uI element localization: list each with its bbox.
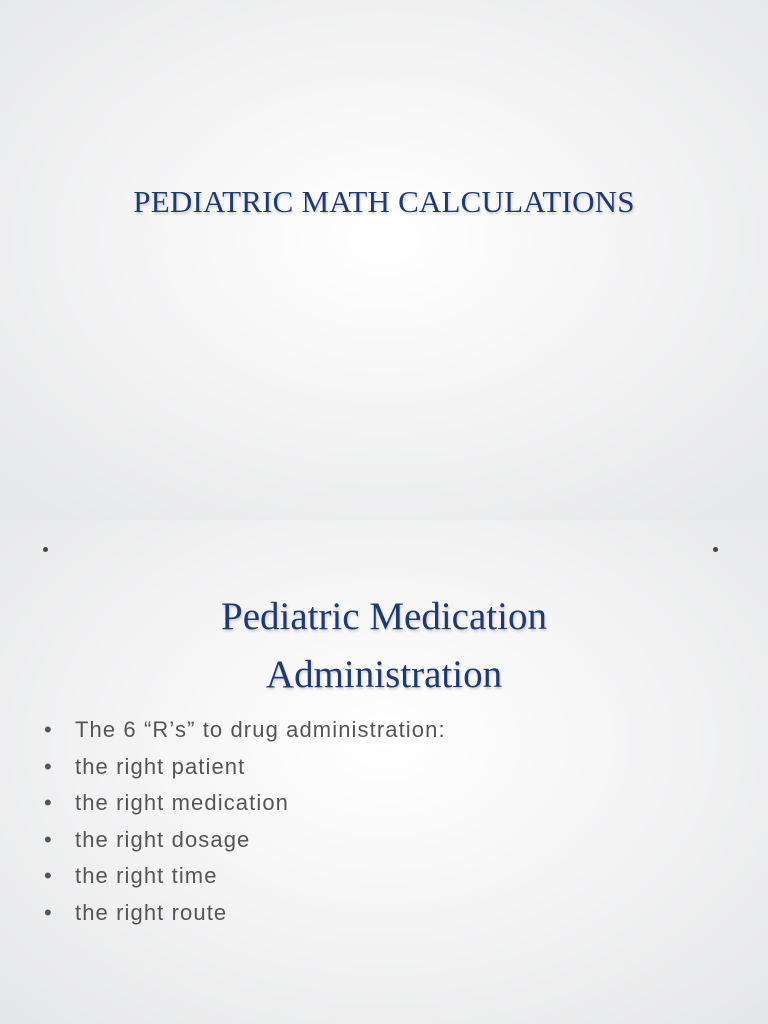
list-item (44, 858, 446, 895)
bullet-marker: • (44, 753, 52, 779)
list-item (44, 822, 446, 859)
decorative-dot-left (43, 547, 48, 552)
slide-2-title (0, 588, 768, 704)
bullet-marker: • (44, 863, 52, 888)
list-item-text: The 6 “R’s” to drug administration: (75, 717, 446, 742)
slide-2-title-line-2: Administration (265, 653, 503, 696)
decorative-dot-right (713, 547, 718, 552)
list-item-text: the right patient (75, 753, 246, 779)
list-item-text: the right medication (75, 790, 289, 815)
slide-1-title: PEDIATRIC MATH CALCULATIONS (133, 184, 635, 219)
bullet-marker: • (44, 899, 52, 925)
list-item (44, 895, 446, 932)
list-item-text: the right route (75, 899, 228, 925)
list-item (44, 749, 446, 786)
bullet-marker: • (44, 790, 52, 815)
bullet-list (44, 712, 446, 931)
bullet-marker: • (44, 717, 52, 742)
slide-content (0, 520, 768, 1024)
bullet-marker: • (44, 826, 52, 852)
slide-2-title-line-1: Pediatric Medication (221, 595, 547, 638)
list-item-text: the right dosage (75, 826, 251, 852)
list-item-text: the right time (75, 863, 218, 888)
list-item (44, 785, 446, 822)
list-item (44, 712, 446, 749)
